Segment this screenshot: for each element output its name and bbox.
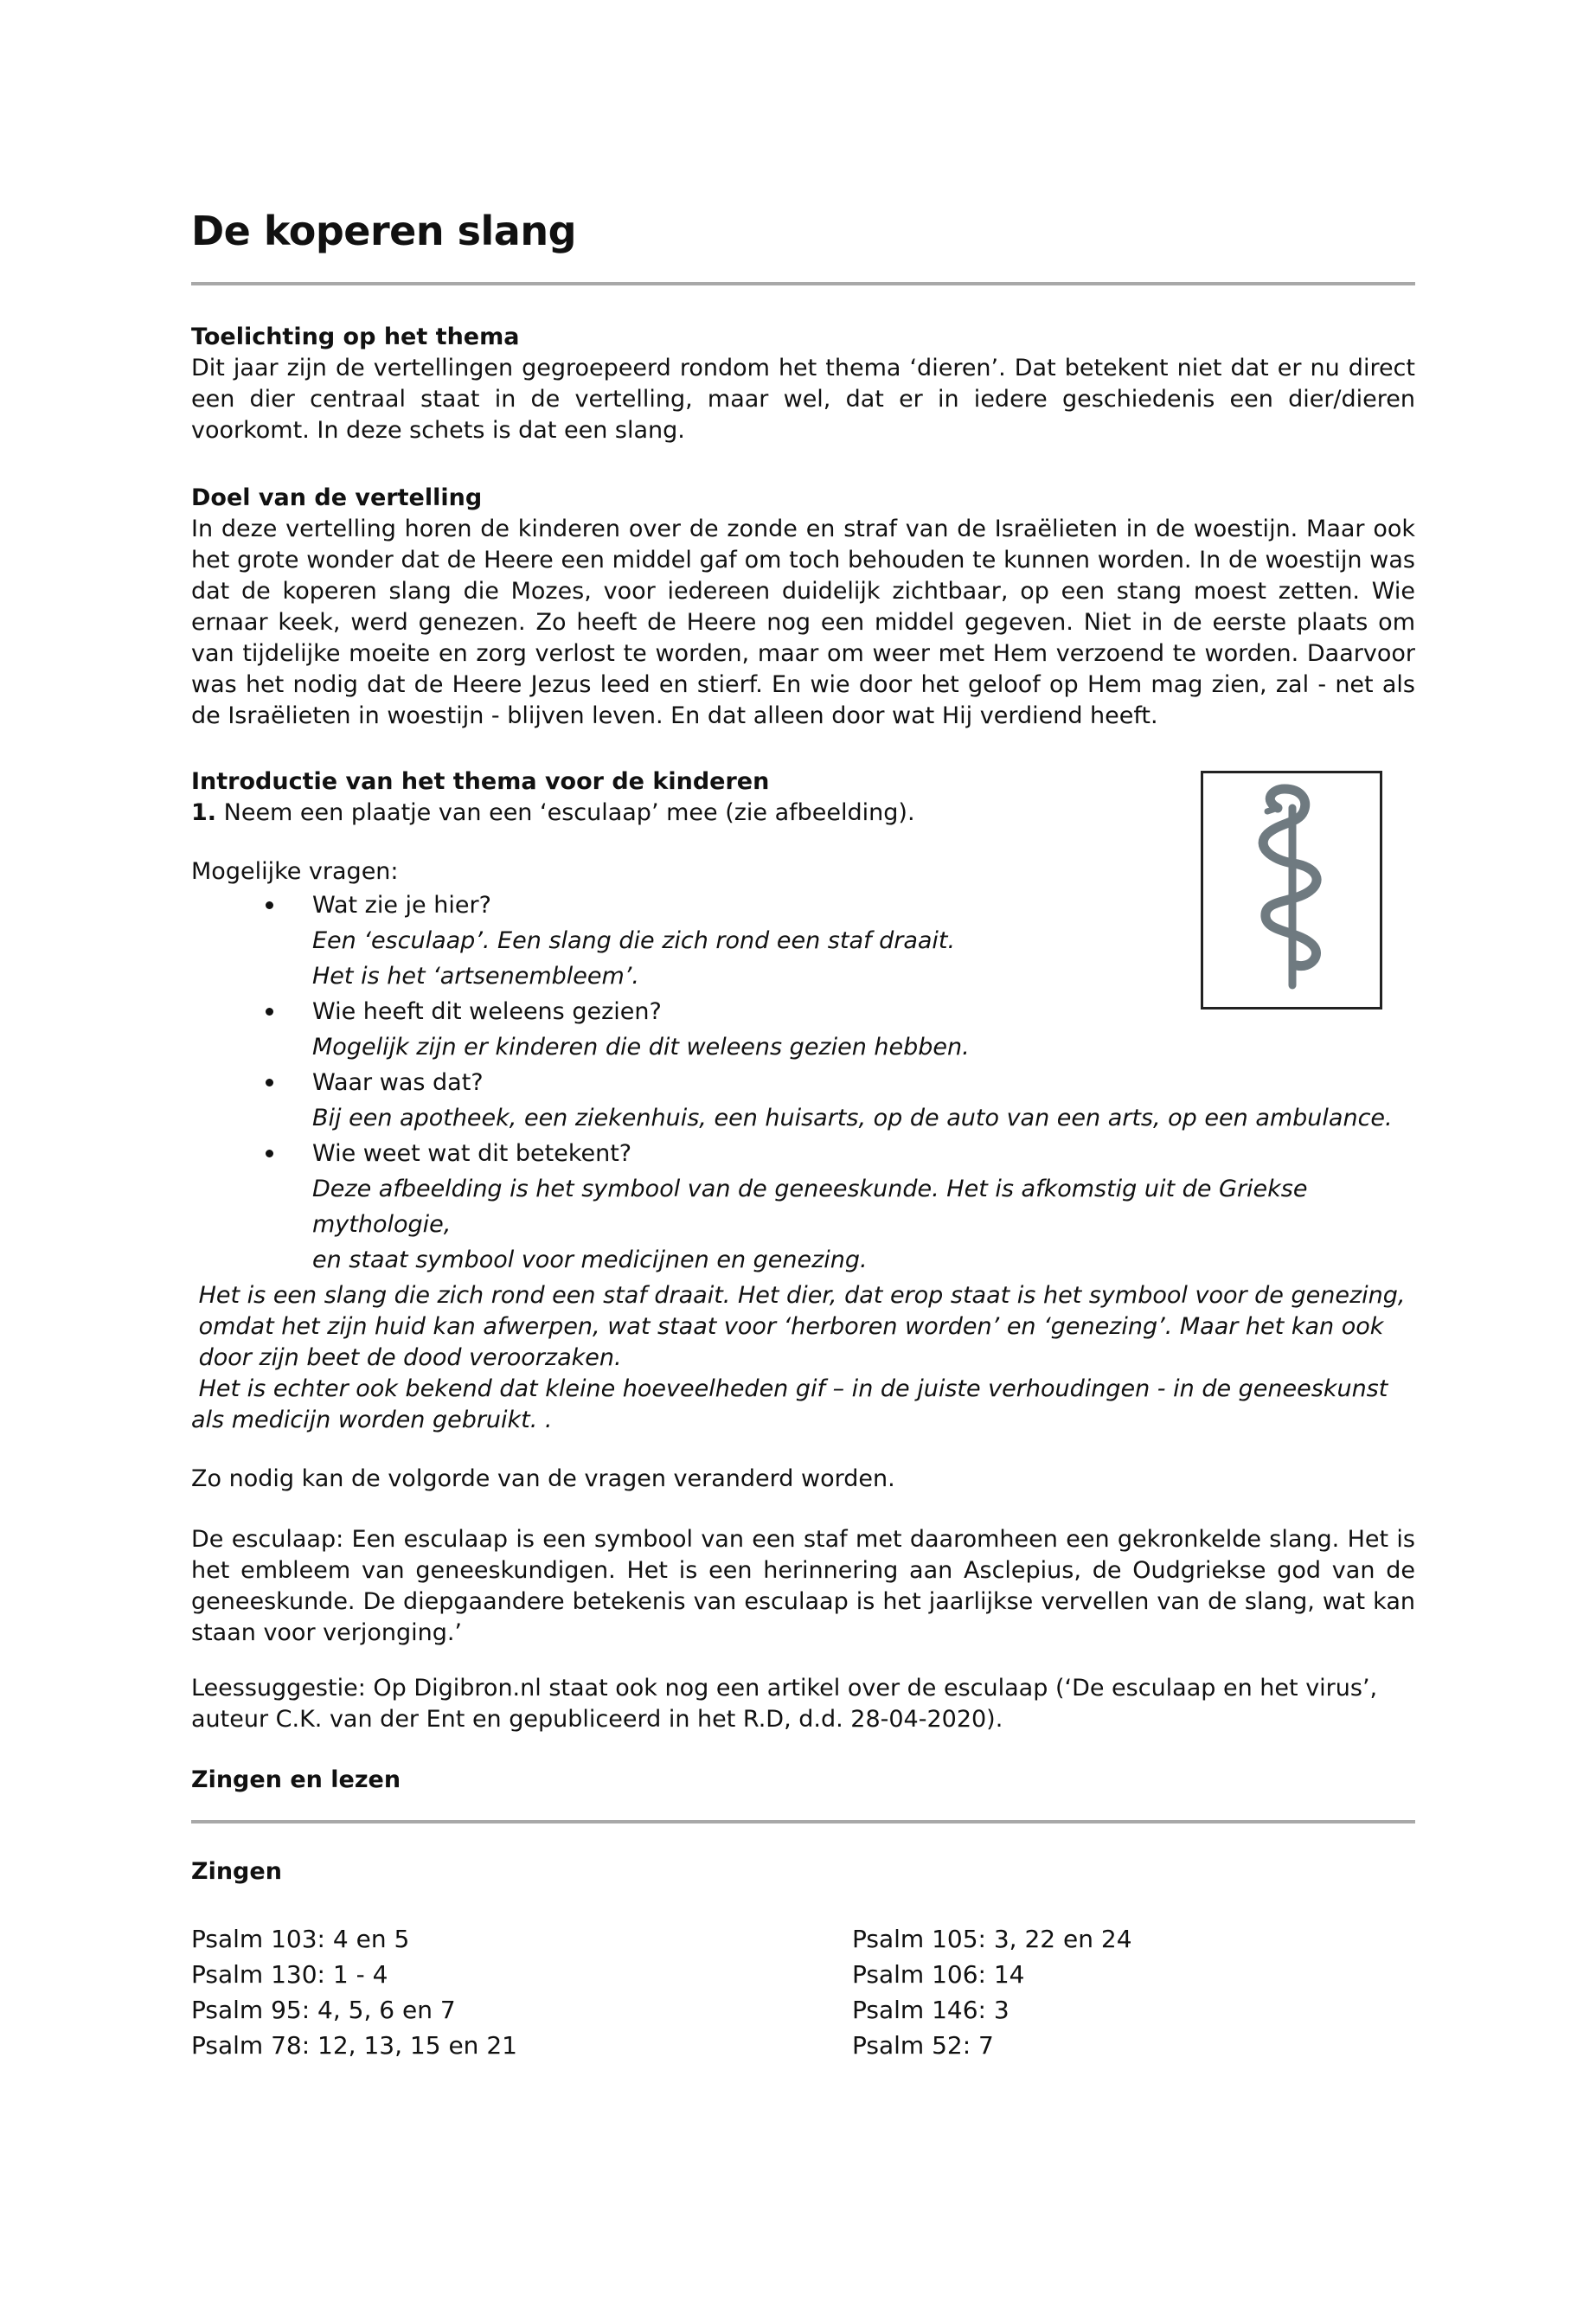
question-text: Wie heeft dit weleens gezien? (312, 998, 662, 1025)
psalm-column-right (852, 1921, 1132, 2063)
section-heading: Zingen en lezen (191, 1766, 401, 1793)
section-divider (191, 1820, 1415, 1823)
question-text: Waar was dat? (312, 1069, 484, 1096)
list-item: Psalm 78: 12, 13, 15 en 21 (191, 2031, 517, 2060)
page-title: De koperen slang (191, 208, 576, 254)
paragraph: De esculaap: Een esculaap is een symbool van een staf met daaromheen een gekronkelde slang. Het is het embleem van geneeskundigen. Het is een herinnering aan Asclepius, de Oudgriekse god van de geneeskunde. De diepgaandere betekenis van esculaap is het jaarlijkse vervellen van de slang, wat kan staan voor verjonging.’ (191, 1526, 1415, 1646)
list-item: Psalm 52: 7 (852, 2031, 994, 2060)
section-introductie (191, 766, 1160, 829)
volgorde-note (191, 1464, 1415, 1495)
list-item (191, 1136, 1415, 1278)
title-divider (191, 282, 1415, 285)
section-heading: Introductie van het thema voor de kinderen (191, 768, 770, 795)
psalm-column-left (191, 1921, 517, 2063)
leessuggestie-paragraph (191, 1673, 1415, 1735)
answer-text: en staat symbool voor medicijnen en genezing. (312, 1247, 868, 1273)
paragraph: Zo nodig kan de volgorde van de vragen veranderd worden. (191, 1465, 895, 1492)
answer-text: Het is het ‘artsenembleem’. (312, 963, 639, 990)
esculaap-paragraph (191, 1524, 1415, 1649)
question-text: Wat zie je hier? (312, 892, 491, 919)
bullet-icon (266, 1079, 273, 1086)
question-list (191, 888, 1415, 1278)
list-item: Psalm 130: 1 - 4 (191, 1960, 388, 1989)
section-text: In deze vertelling horen de kinderen over de zonde en straf van de Israëlieten in de woestijn. Maar ook het grote wonder dat de Heere een middel gaf om toch behouden te kunnen worden. In de woestijn was dat de koperen slang die Mozes, voor iedereen duidelijk zichtbaar, op een stang moest zetten. Wie ernaar keek, werd genezen. Zo heeft de Heere nog een middel gegeven. Niet in de eerste plaats om van tijdelijke moeite en zorg verlost te worden, maar om weer met Hem verzoend te worden. Daarvoor was het nodig dat de Heere Jezus leed en stierf. En wie door het geloof op Hem mag zien, zal - net als de Israëlieten in woestijn - blijven leven. En dat alleen door wat Hij verdiend heeft. (191, 516, 1415, 729)
question-text: Wie weet wat dit betekent? (312, 1140, 632, 1167)
list-item: Psalm 146: 3 (852, 1996, 1010, 2024)
vragen-block (191, 856, 1415, 1278)
section-toelichting (191, 322, 1415, 446)
paragraph: Leessuggestie: Op Digibron.nl staat ook nog een artikel over de esculaap (‘De esculaap en het virus’, auteur C.K. van der Ent en gepubliceerd in het R.D, d.d. 28-04-2020). (191, 1675, 1378, 1733)
section-heading: Zingen (191, 1858, 282, 1885)
section-text: Dit jaar zijn de vertellingen gegroepeerd rondom het thema ‘dieren’. Dat betekent niet dat er nu direct een dier centraal staat in de vertelling, maar wel, dat er in iedere geschiedenis een dier/dieren voorkomt. In deze schets is dat een slang. (191, 355, 1415, 444)
section-zingen-lezen (191, 1765, 1415, 1796)
text-line: Het is een slang die zich rond een staf draait. Het dier, dat erop staat is het symbool voor de genezing, (191, 1282, 1406, 1309)
list-item (191, 888, 1415, 994)
answer-text: Deze afbeelding is het symbool van de geneeskunde. Het is afkomstig uit de Griekse mythologie, (312, 1176, 1308, 1238)
text-line: omdat het zijn huid kan afwerpen, wat staat voor ‘herboren worden’ en ‘genezing’. Maar het kan ook (191, 1313, 1384, 1340)
bullet-icon (266, 1008, 273, 1016)
text-line: als medicijn worden gebruikt. . (191, 1407, 553, 1433)
answer-text: Bij een apotheek, een ziekenhuis, een huisarts, op de auto van een arts, op een ambulance. (312, 1105, 1393, 1131)
text-line: door zijn beet de dood veroorzaken. (191, 1344, 622, 1371)
list-item: Psalm 105: 3, 22 en 24 (852, 1925, 1132, 1953)
answer-text: Een ‘esculaap’. Een slang die zich rond een staf draait. (312, 927, 956, 954)
step-number: 1. (191, 799, 217, 826)
step-text: Neem een plaatje van een ‘esculaap’ mee (zie afbeelding). (216, 799, 915, 826)
italic-explanation (191, 1280, 1415, 1436)
list-item (191, 1065, 1415, 1136)
vragen-label: Mogelijke vragen: (191, 858, 399, 885)
list-item: Psalm 103: 4 en 5 (191, 1925, 410, 1953)
section-zingen (191, 1856, 1415, 1888)
list-item: Psalm 106: 14 (852, 1960, 1025, 1989)
bullet-icon (266, 901, 273, 909)
section-heading: Toelichting op het thema (191, 324, 520, 350)
list-item (191, 994, 1415, 1065)
answer-text: Mogelijk zijn er kinderen die dit weleens gezien hebben. (312, 1034, 970, 1061)
list-item: Psalm 95: 4, 5, 6 en 7 (191, 1996, 456, 2024)
intro-step (191, 798, 1160, 829)
bullet-icon (266, 1150, 273, 1157)
text-line: Het is echter ook bekend dat kleine hoeveelheden gif – in de juiste verhoudingen - in de geneeskunst (191, 1375, 1388, 1402)
section-heading: Doel van de vertelling (191, 484, 483, 511)
section-doel (191, 483, 1415, 732)
